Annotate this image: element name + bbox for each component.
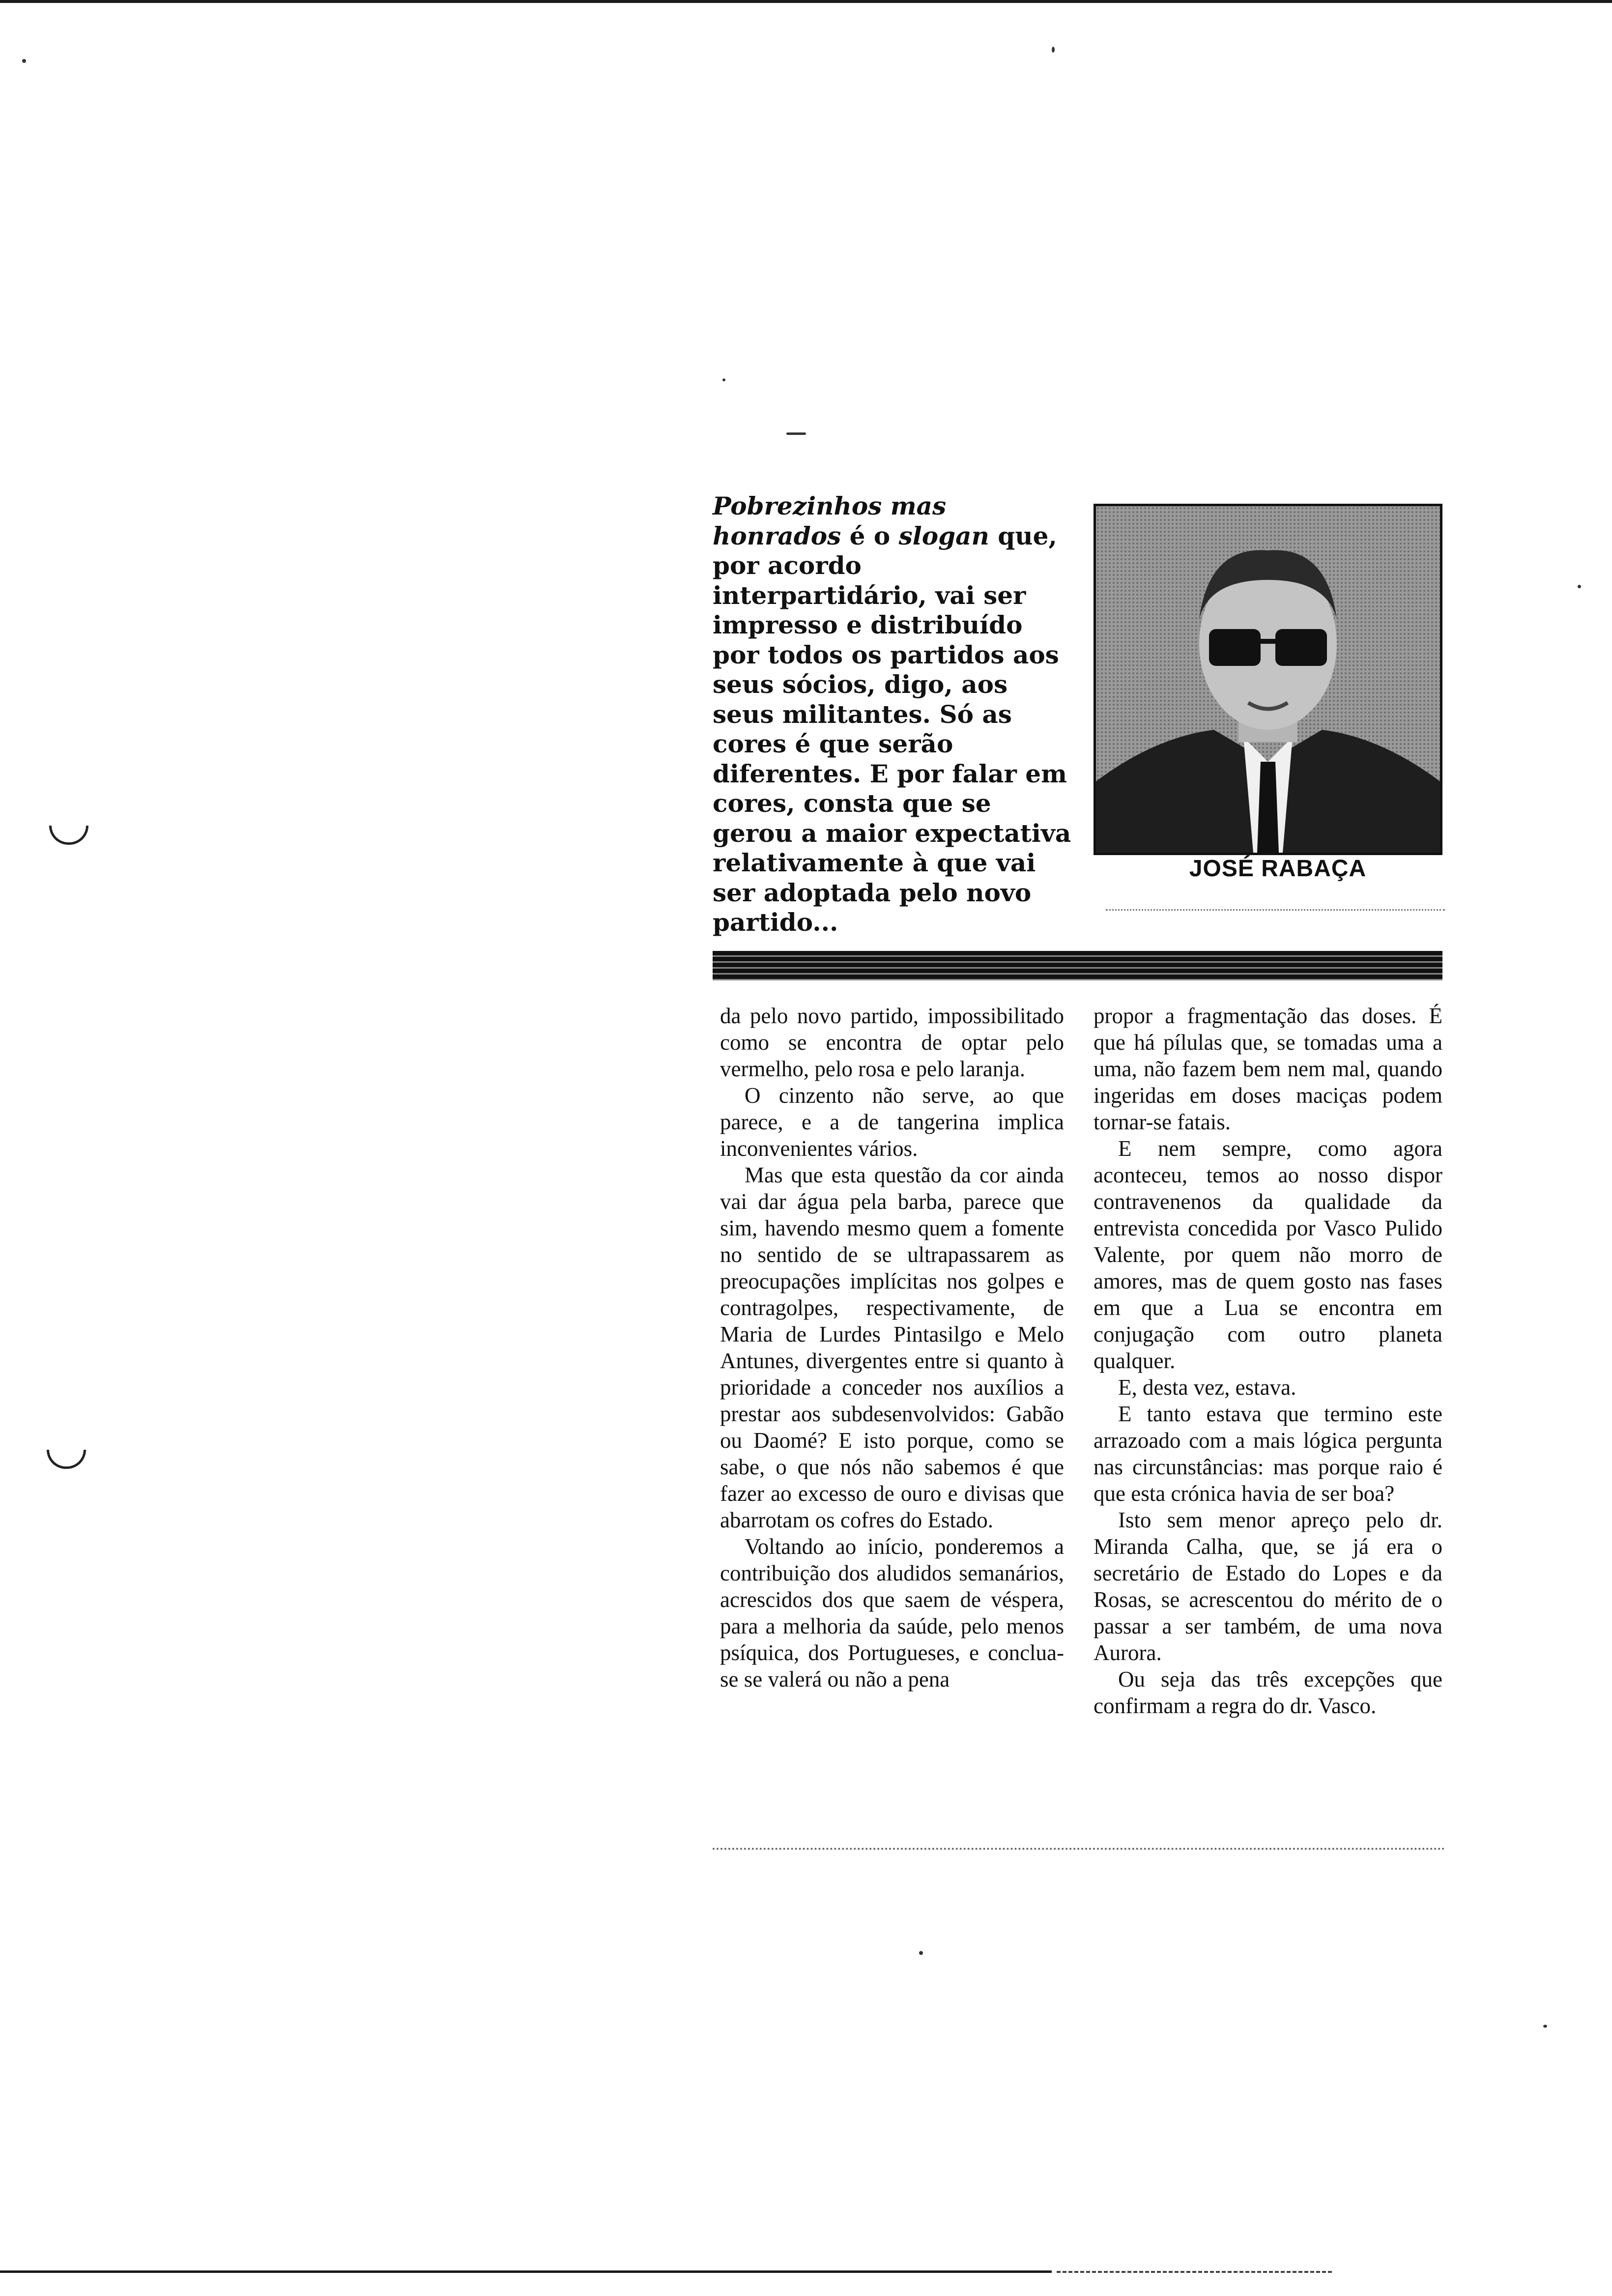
paragraph: E nem sempre, como agora aconteceu, temos ao nosso dispor contravenenos da qualidade da entrevista concedida por Vasco Pulido Valente, por quem não morro de amores, mas de quem gosto nas fases em que a Lua se encontra em conjugação com outro planeta qualquer. — [1094, 1136, 1442, 1373]
article-column-2 — [1094, 1003, 1442, 1719]
paragraph: Isto sem menor apreço pelo dr. Miranda Calha, que, se já era o secretário de Estado do Lopes e da Rosas, se acrescentou do mérito de o passar a ser também, de uma nova Aurora. — [1094, 1508, 1442, 1665]
article-lead — [713, 491, 1076, 938]
paragraph: E tanto estava que termino este arrazoado com a mais lógica pergunta nas circunstâncias: mas porque raio é que esta crónica havia de ser boa? — [1094, 1402, 1442, 1506]
paragraph: Voltando ao início, ponderemos a contribuição dos aludidos semanários, acrescidos dos que saem de véspera, para a melhoria da saúde, pelo menos psíquica, dos Portugueses, e conclua-se se valerá ou não a pena — [720, 1534, 1064, 1692]
paragraph: O cinzento não serve, ao que parece, e a de tangerina implica inconvenientes vários. — [720, 1083, 1064, 1161]
article-column-1 — [720, 1003, 1064, 1693]
punch-hole-icon — [47, 1450, 86, 1469]
scan-speck — [1052, 47, 1055, 53]
scan-speck — [919, 1951, 923, 1955]
paragraph: da pelo novo partido, impossibilitado como se encontra de optar pelo vermelho, pelo rosa e pelo laranja. — [720, 1004, 1064, 1081]
author-photo — [1094, 504, 1442, 855]
lead-slogan: Pobrezinhos mas honrados — [713, 491, 947, 550]
punch-hole-icon — [49, 826, 88, 845]
paragraph: propor a fragmentação das doses. É que há pílulas que, se tomadas uma a uma, não fazem bem nem mal, quando ingeridas em doses maciças podem tornar-se fatais. — [1094, 1004, 1442, 1134]
lead-text: que, por acordo interpartidário, vai ser impresso e distribuído por todos os partidos aos seus sócios, digo, aos seus militantes. Só as cores é que serão diferentes. E por falar em cores, consta que se gerou a maior expectativa relativamente à que vai ser adoptada pelo novo partido... — [713, 521, 1071, 937]
lead-text: é o — [841, 521, 899, 550]
scan-speck — [1578, 585, 1581, 588]
scan-speck — [786, 432, 806, 435]
byline-divider — [1106, 909, 1445, 924]
section-bar — [713, 951, 1442, 980]
scan-speck — [1543, 2025, 1547, 2028]
top-scan-edge — [0, 0, 1612, 3]
paragraph: Mas que esta questão da cor ainda vai dar água pela barba, parece que sim, havendo mesmo quem a fomente no sentido de se ultrapassarem as preocupações implícitas nos golpes e contragolpes, respectivamente, de Maria de Lurdes Pintasilgo e Melo Antunes, divergentes entre si quanto à prioridade a conceder nos auxílios a prestar aos subdesenvolvidos: Gabão ou Daomé? E isto porque, como se sabe, o que nós não sabemos é que fazer ao excesso de ouro e divisas que abarrotam os cofres do Estado. — [720, 1163, 1064, 1532]
paragraph: Ou seja das três excepções que confirmam a regra do dr. Vasco. — [1094, 1667, 1442, 1718]
article-bottom-edge — [713, 1848, 1445, 1850]
lead-slogan-word: slogan — [898, 521, 989, 550]
scan-speck — [22, 59, 26, 63]
bottom-scan-edge-dashed — [1057, 2271, 1332, 2273]
bottom-scan-edge — [0, 2270, 1052, 2273]
scan-speck — [722, 378, 725, 381]
paragraph: E, desta vez, estava. — [1118, 1375, 1296, 1400]
author-byline: JOSÉ RABAÇA — [1189, 856, 1367, 882]
author-portrait-image — [1096, 506, 1440, 853]
